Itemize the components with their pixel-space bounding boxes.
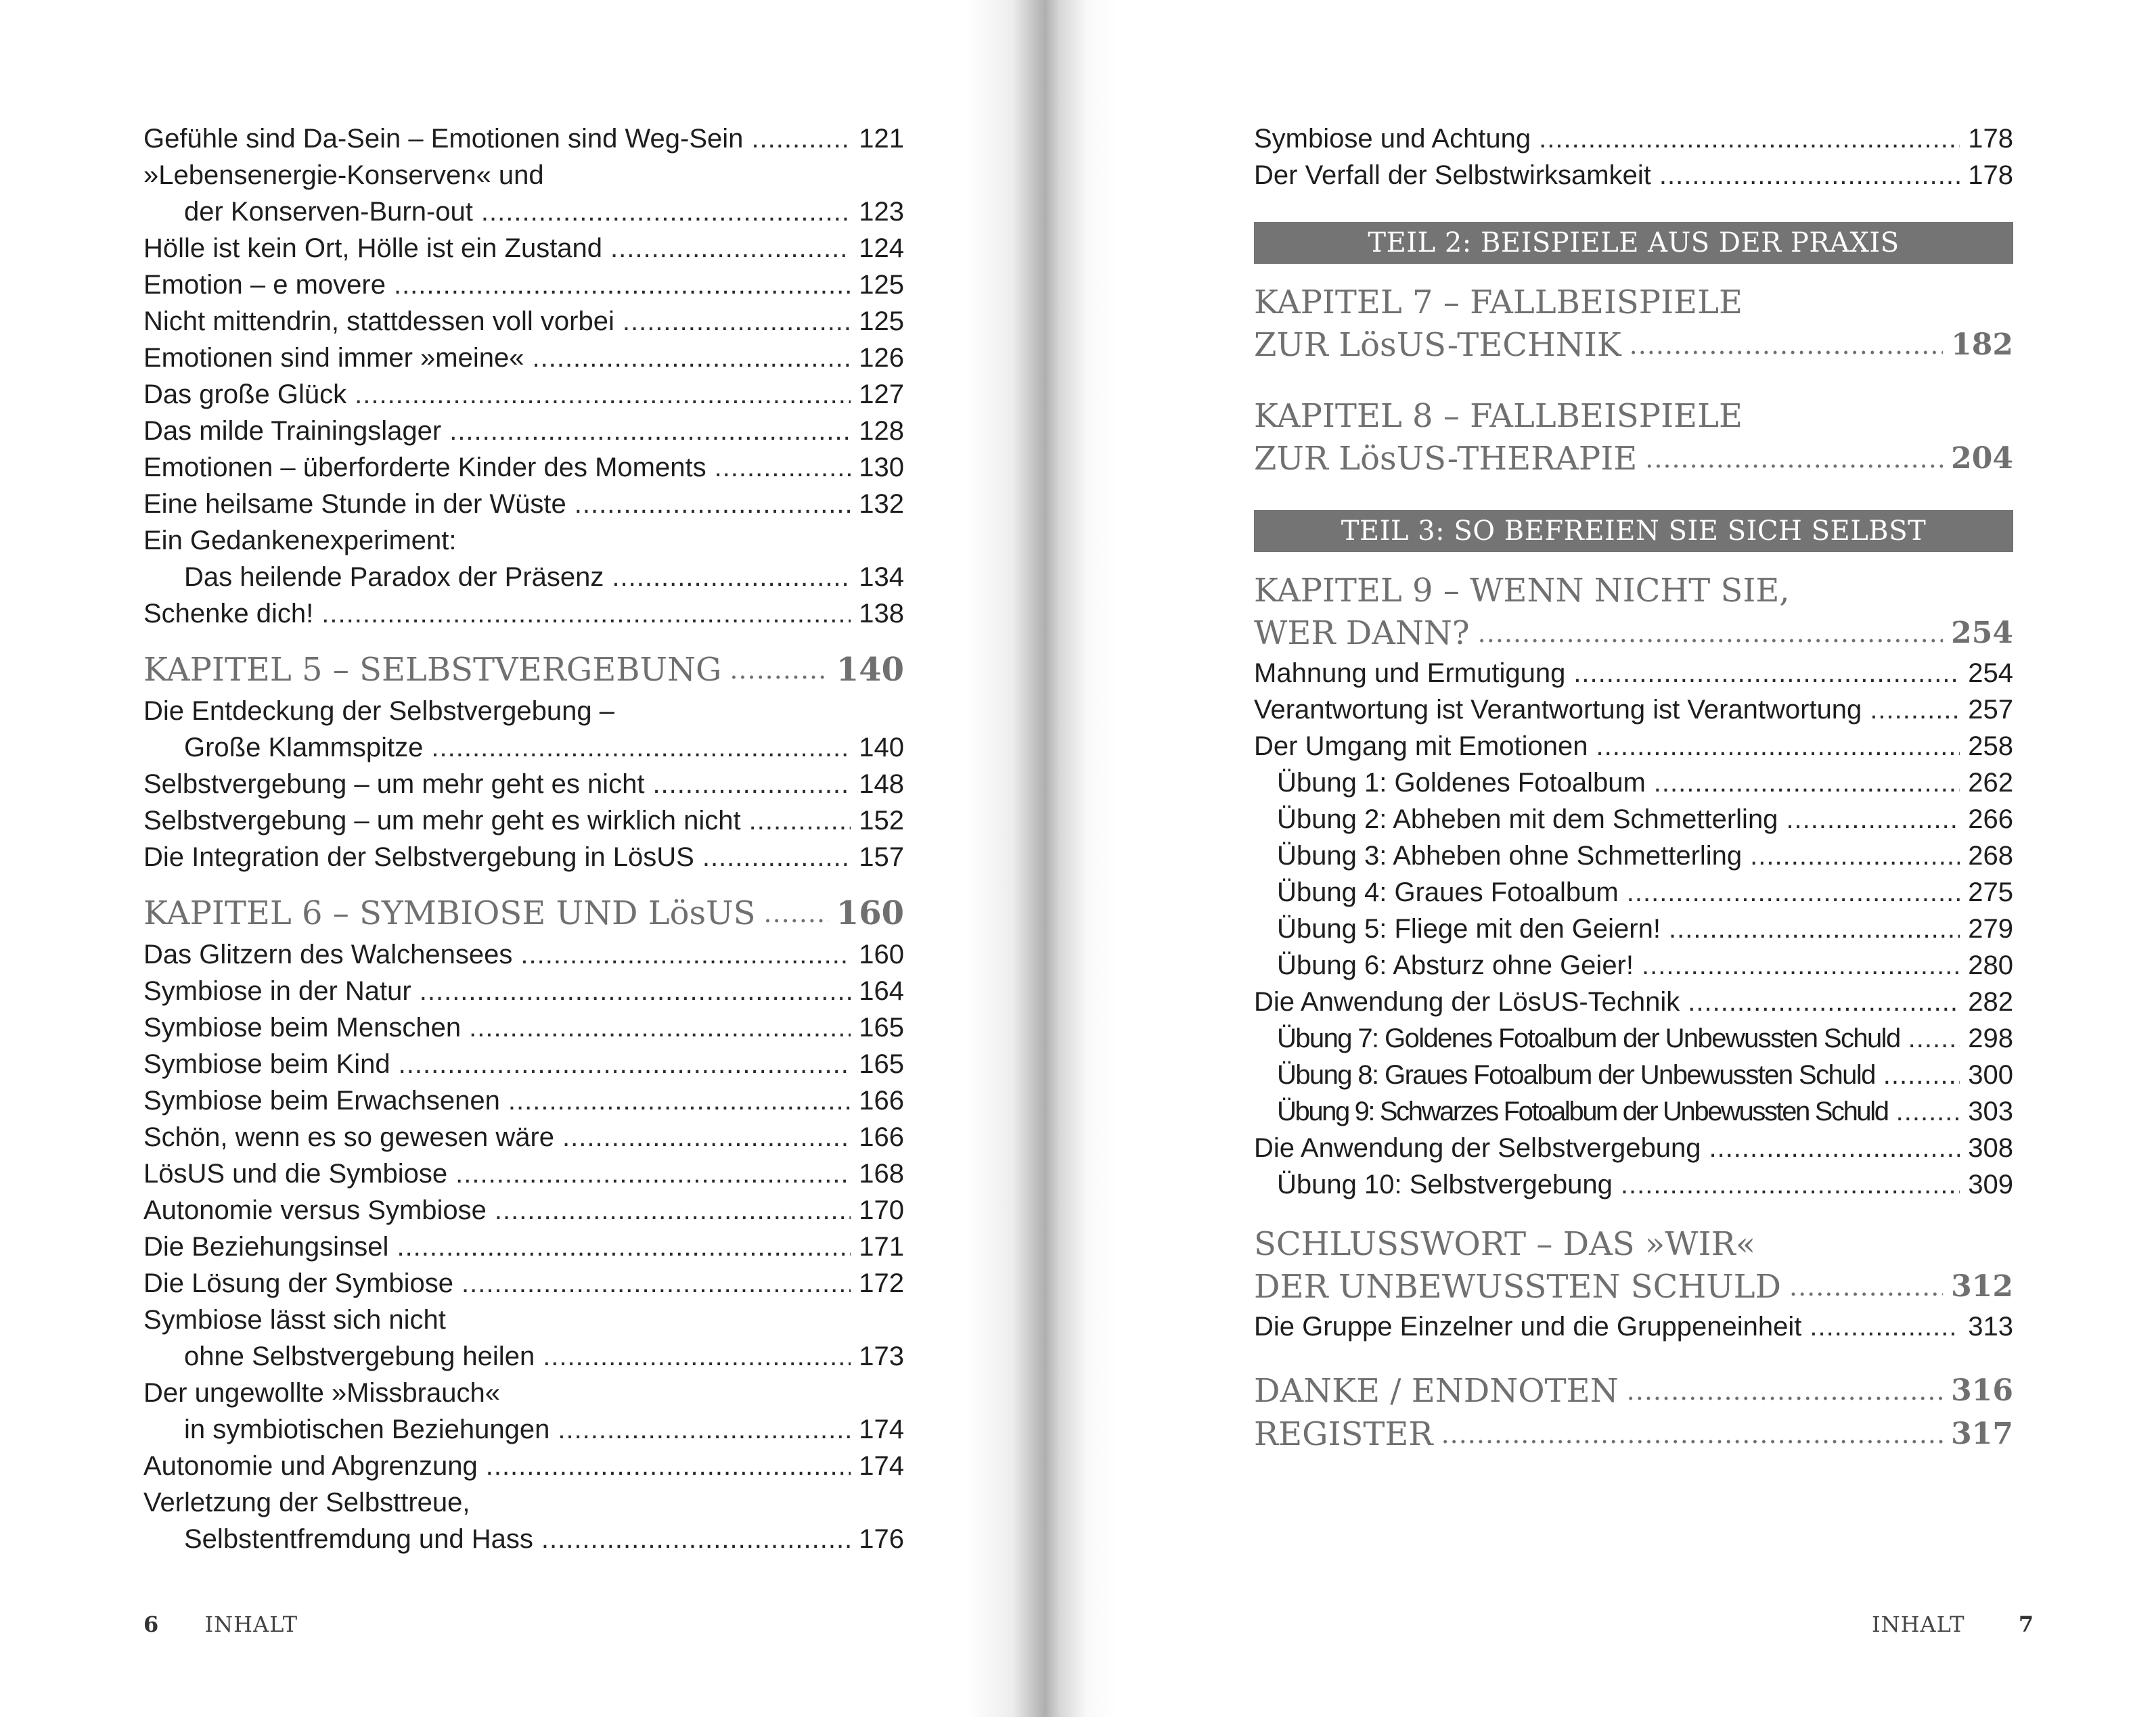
chapter-title-row — [1254, 1265, 2013, 1308]
toc-subentry — [1254, 1093, 2013, 1130]
toc-entry-title: Selbstvergebung – um mehr geht es wirklich nicht — [143, 806, 741, 835]
toc-entry-title: Emotionen sind immer »meine« — [143, 343, 524, 373]
toc-entry-title: Übung 4: Graues Fotoalbum — [1277, 877, 1619, 907]
toc-entry-page: 303 — [1968, 1097, 2013, 1126]
toc-entry-title: Emotion – e movere — [143, 270, 386, 300]
toc-entry — [143, 1448, 904, 1484]
toc-entry — [143, 1338, 904, 1375]
chapter-title: DANKE / ENDNOTEN — [1254, 1372, 1619, 1410]
chapter-page: 316 — [1951, 1373, 2013, 1408]
chapter-page: 254 — [1951, 616, 2013, 650]
toc-entry-page: 178 — [1968, 160, 2013, 190]
left-page — [0, 0, 1015, 1717]
toc-entry — [1254, 157, 2013, 193]
toc-entry-title: Übung 2: Abheben mit dem Schmetterling — [1277, 804, 1778, 834]
toc-entry-title: Selbstvergebung – um mehr geht es nicht — [143, 769, 645, 799]
toc-entry — [143, 729, 904, 766]
toc-entry-title: Autonomie versus Symbiose — [143, 1195, 487, 1225]
toc-entry-page: 138 — [859, 599, 904, 628]
toc-entry-page: 157 — [859, 842, 904, 872]
toc-entry-title: Emotionen – überforderte Kinder des Moments — [143, 453, 706, 482]
chapter-title: KAPITEL 6 – SYMBIOSE UND LösUS — [143, 894, 756, 932]
toc-entry-page: 160 — [859, 940, 904, 969]
toc-entry-title: ohne Selbstvergebung heilen — [184, 1342, 535, 1371]
toc-entry-title: Schenke dich! — [143, 599, 314, 628]
chapter-title-line2: ZUR LösUS-TECHNIK — [1254, 326, 1621, 364]
chapter-title-line2: DER UNBEWUSSTEN SCHULD — [1254, 1268, 1781, 1306]
toc-entry-page: 166 — [859, 1122, 904, 1152]
toc-entry-page: 174 — [859, 1451, 904, 1481]
toc-entry-title: Schön, wenn es so gewesen wäre — [143, 1122, 555, 1152]
chapter-heading — [1254, 395, 2013, 480]
running-footer-label: INHALT — [1872, 1611, 1965, 1637]
running-footer-label: INHALT — [204, 1611, 298, 1637]
toc-entry — [1254, 120, 2013, 157]
toc-subentry — [1254, 1166, 2013, 1203]
toc-entry-title: Eine heilsame Stunde in der Wüste — [143, 489, 566, 519]
toc-entry-page: 132 — [859, 489, 904, 519]
toc-entry-title: Übung 8: Graues Fotoalbum der Unbewussten Schuld — [1277, 1060, 1875, 1090]
toc-entry — [1254, 728, 2013, 764]
toc-entry-title: Übung 1: Goldenes Fotoalbum — [1277, 768, 1646, 798]
chapter-heading — [1254, 1223, 2013, 1308]
part-heading-bar: TEIL 3: SO BEFREIEN SIE SICH SELBST — [1254, 510, 2013, 552]
toc-entry-title: in symbiotischen Beziehungen — [184, 1415, 550, 1444]
toc-entry-title: Selbstentfremdung und Hass — [184, 1524, 533, 1554]
toc-entry-title: Die Anwendung der Selbstvergebung — [1254, 1133, 1701, 1163]
toc-entry-page: 178 — [1968, 124, 2013, 154]
toc-entry-page: 254 — [1968, 658, 2013, 688]
toc-entry-title: LösUS und die Symbiose — [143, 1159, 448, 1189]
toc-entry-title: Gefühle sind Da-Sein – Emotionen sind Weg-Sein — [143, 124, 744, 154]
toc-entry — [143, 766, 904, 802]
toc-entry-title: Die Beziehungsinsel — [143, 1232, 389, 1262]
chapter-page: 160 — [836, 894, 904, 932]
chapter-page: 140 — [836, 651, 904, 689]
toc-entry-page: 130 — [859, 453, 904, 482]
chapter-page: 204 — [1951, 441, 2013, 476]
toc-entry-title: Das milde Trainingslager — [143, 416, 442, 446]
toc-entry — [143, 1082, 904, 1119]
toc-subentry — [1254, 1020, 2013, 1057]
toc-entry-page: 309 — [1968, 1170, 2013, 1199]
page-footer-right — [1872, 1611, 2034, 1637]
chapter-heading — [1254, 1413, 2013, 1456]
toc-subentry — [1254, 838, 2013, 874]
toc-entry-page: 124 — [859, 233, 904, 263]
chapter-title: KAPITEL 5 – SELBSTVERGEBUNG — [143, 651, 722, 689]
toc-entry-title: Hölle ist kein Ort, Hölle ist ein Zustand — [143, 233, 603, 263]
chapter-title-row — [1254, 437, 2013, 480]
toc-entry-page: 258 — [1968, 731, 2013, 761]
toc-entry-title: Symbiose beim Erwachsenen — [143, 1086, 500, 1116]
toc-entry-title: Übung 6: Absturz ohne Geier! — [1277, 951, 1634, 980]
toc-entry — [143, 1155, 904, 1192]
toc-subentry — [1254, 764, 2013, 801]
toc-entry — [143, 193, 904, 230]
toc-entry-page: 171 — [859, 1232, 904, 1262]
toc-entry-title-line1: Ein Gedankenexperiment: — [143, 526, 457, 555]
toc-entry-title: Die Gruppe Einzelner und die Gruppeneinheit — [1254, 1312, 1802, 1342]
toc-entry-title: Übung 9: Schwarzes Fotoalbum der Unbewussten Schuld — [1277, 1097, 1888, 1126]
toc-entry — [1254, 691, 2013, 728]
toc-entry-page: 275 — [1968, 877, 2013, 907]
toc-entry — [143, 1192, 904, 1229]
toc-entry — [143, 973, 904, 1009]
toc-entry-page: 125 — [859, 306, 904, 336]
toc-entry — [1254, 655, 2013, 691]
toc-entry-page: 173 — [859, 1342, 904, 1371]
toc-entry — [143, 267, 904, 303]
toc-entry-page: 128 — [859, 416, 904, 446]
page-footer-left — [143, 1611, 298, 1637]
toc-entry-title: Die Anwendung der LösUS-Technik — [1254, 987, 1680, 1017]
toc-entry-page: 298 — [1968, 1024, 2013, 1053]
toc-entry-page: 268 — [1968, 841, 2013, 871]
toc-entry — [143, 340, 904, 376]
toc-entry-page: 125 — [859, 270, 904, 300]
page-number: 6 — [143, 1611, 160, 1637]
toc-entry — [143, 1521, 904, 1557]
toc-entry — [143, 1119, 904, 1155]
toc-left-column — [143, 120, 904, 1557]
chapter-title-line2: WER DANN? — [1254, 614, 1470, 652]
toc-entry-page: 308 — [1968, 1133, 2013, 1163]
chapter-page: 312 — [1951, 1269, 2013, 1304]
toc-entry-page: 140 — [859, 733, 904, 762]
toc-entry-title: Nicht mittendrin, stattdessen voll vorbei — [143, 306, 614, 336]
chapter-title-line1: KAPITEL 7 – FALLBEISPIELE — [1254, 283, 1743, 321]
toc-entry-page: 282 — [1968, 987, 2013, 1017]
toc-entry — [143, 1411, 904, 1448]
chapter-title-line2: ZUR LösUS-THERAPIE — [1254, 440, 1638, 478]
toc-entry-page: 164 — [859, 976, 904, 1006]
toc-entry — [1254, 1308, 2013, 1345]
toc-entry — [143, 839, 904, 875]
toc-entry-page: 165 — [859, 1013, 904, 1043]
toc-entry-title: Symbiose beim Menschen — [143, 1013, 462, 1043]
toc-entry-page: 165 — [859, 1049, 904, 1079]
chapter-heading — [1254, 570, 2013, 655]
toc-entry — [143, 303, 904, 340]
toc-subentry — [1254, 947, 2013, 984]
toc-entry-page: 257 — [1968, 695, 2013, 725]
toc-subentry — [1254, 874, 2013, 911]
toc-entry — [143, 376, 904, 413]
toc-entry-title: Das heilende Paradox der Präsenz — [184, 562, 604, 592]
toc-entry-title: der Konserven-Burn-out — [184, 197, 473, 227]
toc-entry — [143, 1046, 904, 1082]
toc-entry-page: 123 — [859, 197, 904, 227]
chapter-heading — [1254, 281, 2013, 367]
toc-entry-title: Symbiose in der Natur — [143, 976, 411, 1006]
toc-entry-page: 266 — [1968, 804, 2013, 834]
chapter-heading — [143, 888, 904, 935]
toc-entry-page: 121 — [859, 124, 904, 154]
toc-entry-title: Symbiose und Achtung — [1254, 124, 1531, 154]
toc-entry-title: Übung 3: Abheben ohne Schmetterling — [1277, 841, 1743, 871]
toc-entry-page: 168 — [859, 1159, 904, 1189]
toc-entry — [143, 1229, 904, 1265]
toc-entry — [143, 802, 904, 839]
toc-entry-title: Übung 5: Fliege mit den Geiern! — [1277, 914, 1661, 944]
toc-entry-page: 300 — [1968, 1060, 2013, 1090]
toc-entry-title: Die Lösung der Symbiose — [143, 1268, 454, 1298]
toc-right-column — [1254, 120, 2013, 1456]
toc-entry-title: Der Umgang mit Emotionen — [1254, 731, 1588, 761]
toc-entry-page: 262 — [1968, 768, 2013, 798]
toc-entry — [1254, 984, 2013, 1020]
toc-subentry — [1254, 801, 2013, 838]
part-heading-bar: TEIL 2: BEISPIELE AUS DER PRAXIS — [1254, 222, 2013, 264]
toc-entry — [143, 1009, 904, 1046]
toc-entry-title: Übung 10: Selbstvergebung — [1277, 1170, 1613, 1199]
toc-entry-title: Große Klammspitze — [184, 733, 424, 762]
toc-entry-page: 279 — [1968, 914, 2013, 944]
toc-entry — [143, 449, 904, 486]
toc-entry-title-line1: Der ungewollte »Missbrauch« — [143, 1378, 500, 1408]
toc-entry-title: Das Glitzern des Walchensees — [143, 940, 513, 969]
toc-entry — [143, 486, 904, 522]
toc-entry-page: 152 — [859, 806, 904, 835]
toc-entry-title-line1: Die Entdeckung der Selbstvergebung – — [143, 696, 615, 726]
toc-entry-title-line1: »Lebensenergie-Konserven« und — [143, 160, 544, 190]
toc-entry-page: 313 — [1968, 1312, 2013, 1342]
toc-entry-page: 134 — [859, 562, 904, 592]
toc-entry-page: 126 — [859, 343, 904, 373]
toc-entry — [143, 936, 904, 973]
toc-entry-title: Verantwortung ist Verantwortung ist Verantwortung — [1254, 695, 1862, 725]
chapter-title-line1: KAPITEL 8 – FALLBEISPIELE — [1254, 397, 1743, 435]
toc-entry-title-line1: Symbiose lässt sich nicht — [143, 1305, 446, 1335]
toc-entry — [143, 413, 904, 449]
toc-entry-page: 170 — [859, 1195, 904, 1225]
toc-entry-page: 280 — [1968, 951, 2013, 980]
toc-entry-title-line1: Verletzung der Selbsttreue, — [143, 1488, 470, 1517]
chapter-title: REGISTER — [1254, 1415, 1433, 1453]
toc-entry-title: Übung 7: Goldenes Fotoalbum der Unbewussten Schuld — [1277, 1024, 1900, 1053]
toc-entry — [143, 230, 904, 267]
toc-entry — [143, 559, 904, 595]
toc-subentry — [1254, 911, 2013, 947]
toc-entry-title: Der Verfall der Selbstwirksamkeit — [1254, 160, 1651, 190]
chapter-title-line1: KAPITEL 9 – WENN NICHT SIE, — [1254, 572, 1790, 610]
chapter-page: 317 — [1951, 1417, 2013, 1451]
toc-entry-page: 166 — [859, 1086, 904, 1116]
page-number: 7 — [2018, 1611, 2035, 1637]
toc-entry-page: 176 — [859, 1524, 904, 1554]
toc-entry-page: 148 — [859, 769, 904, 799]
chapter-title-row — [1254, 323, 2013, 367]
toc-entry — [143, 595, 904, 632]
toc-entry-title: Autonomie und Abgrenzung — [143, 1451, 478, 1481]
toc-entry-page: 172 — [859, 1268, 904, 1298]
chapter-heading — [1254, 1369, 2013, 1413]
toc-entry — [1254, 1130, 2013, 1166]
toc-entry-title: Das große Glück — [143, 380, 347, 409]
toc-entry — [143, 1265, 904, 1302]
toc-entry-title: Mahnung und Ermutigung — [1254, 658, 1566, 688]
toc-subentry — [1254, 1057, 2013, 1093]
chapter-title-row — [1254, 612, 2013, 655]
chapter-page: 182 — [1951, 327, 2013, 362]
toc-entry-title: Symbiose beim Kind — [143, 1049, 390, 1079]
toc-entry-page: 174 — [859, 1415, 904, 1444]
toc-entry-page: 127 — [859, 380, 904, 409]
chapter-heading — [143, 644, 904, 691]
toc-entry — [143, 120, 904, 157]
chapter-title-line1: SCHLUSSWORT – DAS »WIR« — [1254, 1225, 1756, 1263]
toc-entry-title: Die Integration der Selbstvergebung in LösUS — [143, 842, 694, 872]
